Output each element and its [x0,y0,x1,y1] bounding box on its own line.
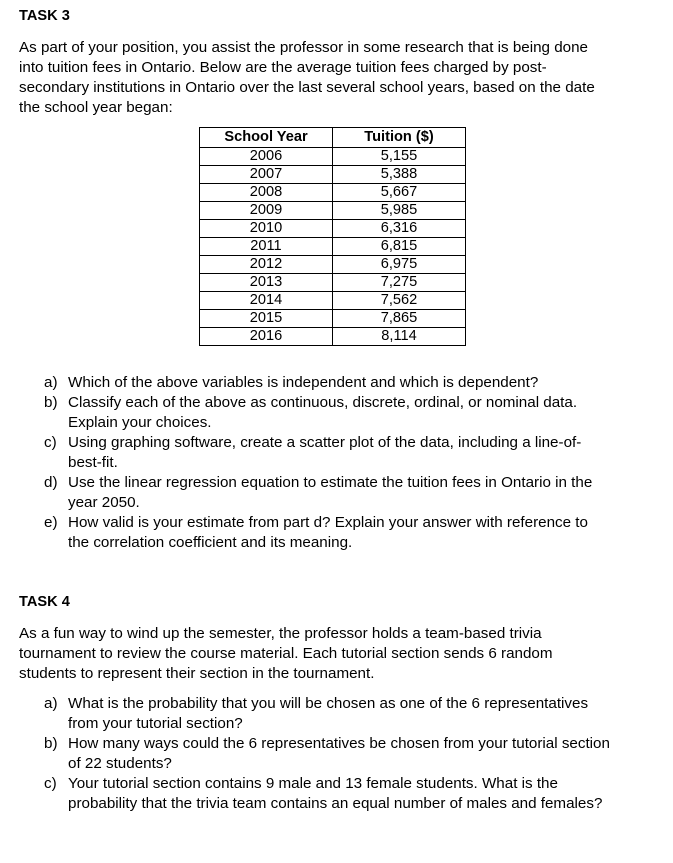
question-a [44,694,644,734]
table-row [200,274,466,292]
question-label: a) [44,695,58,712]
intro-line: As a fun way to wind up the semester, the professor holds a team-based trivia [19,625,542,642]
question-text: probability that the trivia team contains an equal number of males and females? [68,795,603,812]
question-label: b) [44,394,58,411]
question-text: Explain your choices. [68,414,212,431]
question-text: from your tutorial section? [68,715,243,732]
task3-heading: TASK 3 [19,8,70,24]
question-text: of 22 students? [68,755,172,772]
question-c [44,774,644,814]
tuition-cell: 8,114 [333,328,466,346]
intro-line: students to represent their section in the tournament. [19,665,375,682]
year-cell: 2009 [200,202,333,220]
question-label: c) [44,434,57,451]
question-label: b) [44,735,58,752]
table-header-row [200,128,466,148]
table-row [200,166,466,184]
table-row [200,202,466,220]
table-row [200,292,466,310]
tuition-cell: 5,985 [333,202,466,220]
tuition-cell: 5,155 [333,148,466,166]
question-text: the correlation coefficient and its meaning. [68,534,353,551]
tuition-cell: 5,388 [333,166,466,184]
task4-heading: TASK 4 [19,594,70,610]
task3-questions [44,373,644,553]
year-cell: 2011 [200,238,333,256]
table-row [200,148,466,166]
question-text: Use the linear regression equation to estimate the tuition fees in Ontario in the [68,474,593,491]
question-text: Classify each of the above as continuous, discrete, ordinal, or nominal data. [68,394,578,411]
question-a [44,373,644,393]
question-text: Your tutorial section contains 9 male and 13 female students. What is the [68,775,558,792]
intro-line: tournament to review the course material. Each tutorial section sends 6 random [19,645,553,662]
question-text: best-fit. [68,454,118,471]
question-text: Using graphing software, create a scatter plot of the data, including a line-of- [68,434,582,451]
header-tuition: Tuition ($) [333,128,466,148]
question-b [44,393,644,433]
task4-questions [44,694,644,814]
tuition-table [199,127,466,346]
intro-line: secondary institutions in Ontario over the last several school years, based on the date [19,79,595,96]
question-label: c) [44,775,57,792]
year-cell: 2012 [200,256,333,274]
table-row [200,184,466,202]
tuition-cell: 7,275 [333,274,466,292]
table-row [200,310,466,328]
tuition-cell: 7,562 [333,292,466,310]
intro-line: As part of your position, you assist the professor in some research that is being done [19,39,588,56]
question-label: e) [44,514,58,531]
question-text: How many ways could the 6 representatives be chosen from your tutorial section [68,735,610,752]
question-d [44,473,644,513]
header-school-year: School Year [200,128,333,148]
table-row [200,238,466,256]
year-cell: 2014 [200,292,333,310]
year-cell: 2008 [200,184,333,202]
question-text: Which of the above variables is independent and which is dependent? [68,374,539,391]
table-row [200,220,466,238]
question-text: year 2050. [68,494,140,511]
question-text: How valid is your estimate from part d? Explain your answer with reference to [68,514,588,531]
year-cell: 2010 [200,220,333,238]
tuition-cell: 6,815 [333,238,466,256]
intro-line: the school year began: [19,99,173,116]
task4-intro [19,624,659,684]
year-cell: 2015 [200,310,333,328]
task3-intro [19,38,659,118]
year-cell: 2006 [200,148,333,166]
table-row [200,256,466,274]
question-label: d) [44,474,58,491]
question-text: What is the probability that you will be chosen as one of the 6 representatives [68,695,589,712]
question-e [44,513,644,553]
question-label: a) [44,374,58,391]
tuition-cell: 5,667 [333,184,466,202]
tuition-cell: 6,975 [333,256,466,274]
intro-line: into tuition fees in Ontario. Below are the average tuition fees charged by post- [19,59,547,76]
year-cell: 2016 [200,328,333,346]
tuition-cell: 7,865 [333,310,466,328]
table-row [200,328,466,346]
question-b [44,734,644,774]
tuition-cell: 6,316 [333,220,466,238]
year-cell: 2013 [200,274,333,292]
year-cell: 2007 [200,166,333,184]
question-c [44,433,644,473]
